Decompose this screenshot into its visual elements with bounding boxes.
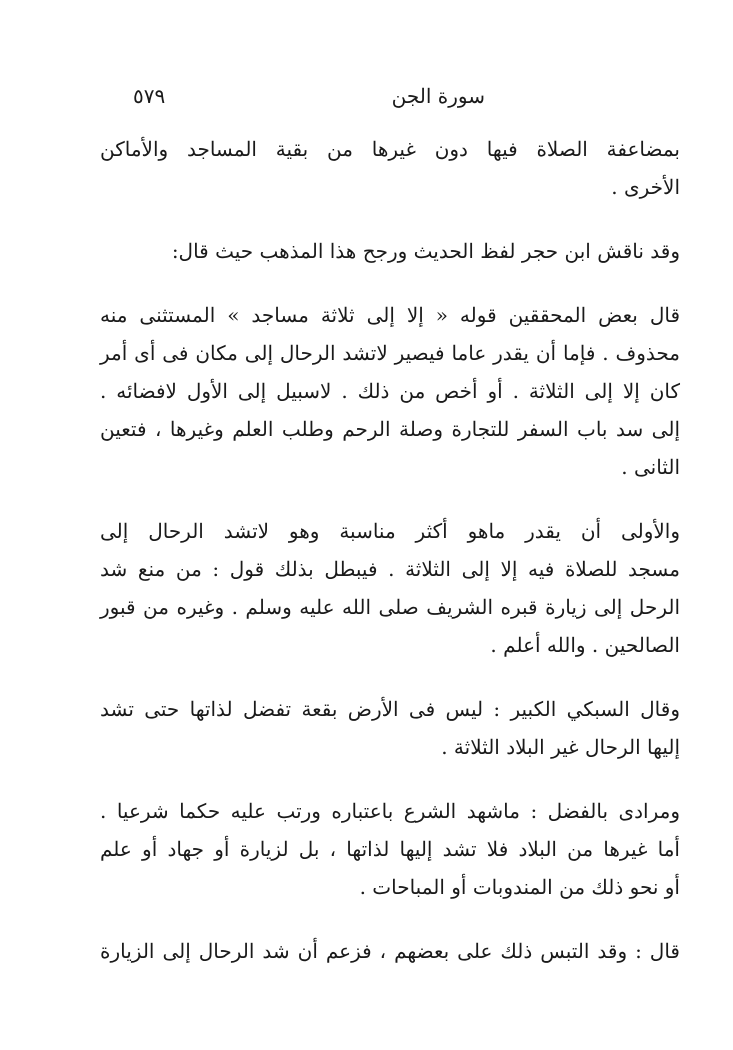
text-line: وقال السبكي الكبير : ليس فى الأرض بقعة تفضل لذاتها حتى تشد: [100, 697, 680, 721]
text-line: ومرادى بالفضل : ماشهد الشرع باعتباره ورتب عليه حكما شرعيا .: [100, 799, 680, 823]
text-line: وقد ناقش ابن حجر لفظ الحديث ورجح هذا المذهب حيث قال:: [171, 239, 680, 263]
paragraph-gap: [100, 206, 680, 232]
text-line: أو نحو ذلك من المندوبات أو المباحات .: [359, 875, 680, 899]
text-line: الأخرى .: [611, 175, 680, 199]
text-line: الثانى .: [621, 455, 680, 479]
page-number: ٥٧٩: [133, 84, 166, 108]
paragraph-gap: [100, 486, 680, 512]
text-line: والأولى أن يقدر ماهو أكثر مناسبة وهو لاتشد الرحال إلى: [100, 519, 680, 543]
text-line: مسجد للصلاة فيه إلا إلى الثلاثة . فيبطل بذلك قول : من منع شد: [100, 557, 680, 581]
paragraph-gap: [100, 664, 680, 690]
text-line: كان إلا إلى الثلاثة . أو أخص من ذلك . لاسبيل إلى الأول لافضائه .: [100, 379, 680, 403]
text-line: الرحل إلى زيارة قبره الشريف صلى الله عليه وسلم . وغيره من قبور: [100, 595, 680, 619]
text-line: قال بعض المحققين قوله « إلا إلى ثلاثة مساجد » المستثنى منه: [100, 303, 680, 327]
text-line: بمضاعفة الصلاة فيها دون غيرها من بقية المساجد والأماكن: [100, 137, 680, 161]
paragraph-gap: [100, 906, 680, 932]
text-line: الصالحين . والله أعلم .: [490, 633, 680, 657]
paragraph-gap: [100, 270, 680, 296]
text-line: أما غيرها من البلاد فلا تشد إليها لذاتها ، بل لزيارة أو جهاد أو علم: [100, 837, 680, 861]
text-line: قال : وقد التبس ذلك على بعضهم ، فزعم أن شد الرحال إلى الزيارة: [100, 939, 680, 963]
paragraph-gap: [100, 766, 680, 792]
text-line: إليها الرحال غير البلاد الثلاثة .: [441, 735, 680, 759]
running-title: سورة الجن: [391, 84, 485, 108]
body-text: [100, 130, 680, 970]
page-header: [105, 84, 675, 118]
text-line: إلى سد باب السفر للتجارة وصلة الرحم وطلب العلم وغيرها ، فتعين: [100, 417, 680, 441]
text-line: محذوف . فإما أن يقدر عاما فيصير لاتشد الرحال إلى مكان فى أى أمر: [100, 341, 680, 365]
